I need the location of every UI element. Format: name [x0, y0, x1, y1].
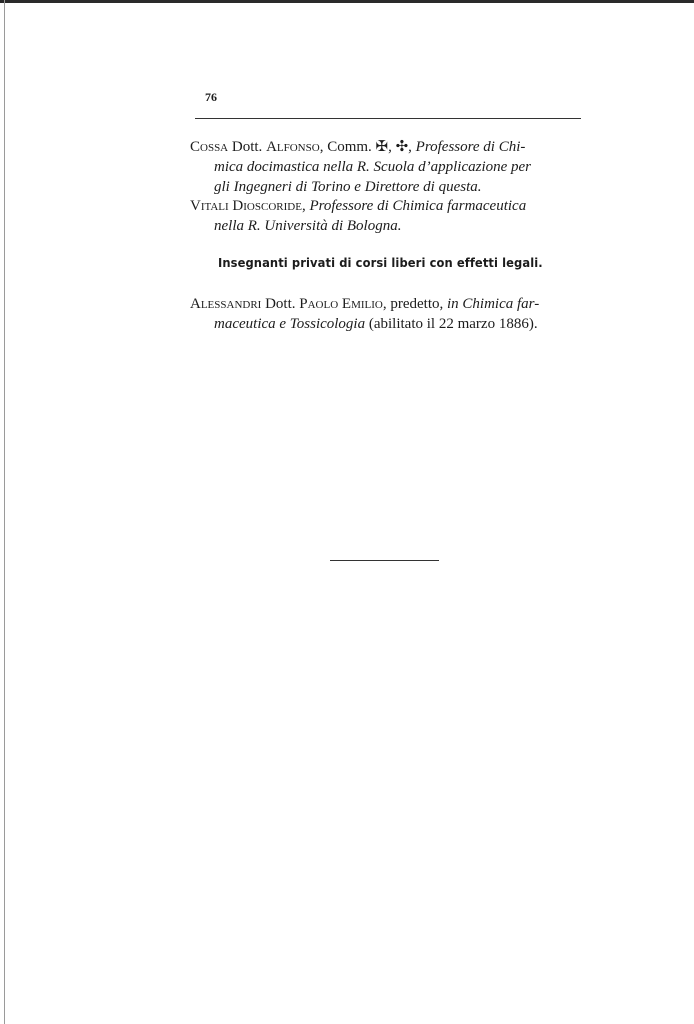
- header-rule: [195, 118, 581, 119]
- entry-line: [190, 157, 583, 177]
- text-run: , Comm. ✠, ✣,: [319, 139, 416, 155]
- entry-line: [190, 196, 583, 216]
- entry-alessandri: [190, 294, 583, 334]
- text-run: gli Ingegneri di Torino e Direttore di questa.: [214, 179, 482, 195]
- text-run: , predetto,: [382, 296, 447, 312]
- entry-line: [190, 314, 583, 334]
- page-top-edge: [0, 0, 694, 3]
- entry-line: [190, 177, 583, 197]
- entry-line: [190, 294, 583, 314]
- text-run: ,: [301, 198, 310, 214]
- text-run: mica docimastica nella R. Scuola d’applicazione per: [214, 159, 532, 175]
- entry-vitali: [190, 196, 583, 236]
- text-run: Vitali: [190, 198, 229, 214]
- end-rule: [330, 560, 439, 561]
- text-run: Paolo Emilio: [299, 296, 383, 312]
- text-run: Alessandri: [190, 296, 262, 312]
- text-run: Alfonso: [266, 139, 320, 155]
- text-run: Professore di Chi-: [415, 139, 526, 155]
- section-heading: Insegnanti privati di corsi liberi con effetti legali.: [218, 255, 543, 270]
- text-run: Dott.: [261, 296, 300, 312]
- text-run: maceutica e Tossicologia: [214, 316, 366, 332]
- entry-line: [190, 137, 583, 157]
- text-run: Professore di Chimica farmaceutica: [309, 198, 527, 214]
- page-number: 76: [205, 90, 217, 104]
- entry-cossa: [190, 137, 583, 197]
- text-run: nella R. Università di Bologna.: [214, 218, 402, 234]
- text-run: Dioscoride: [232, 198, 302, 214]
- text-run: Cossa: [190, 139, 229, 155]
- text-run: Dott.: [228, 139, 267, 155]
- text-run: in Chimica far-: [447, 296, 540, 312]
- page-left-edge: [4, 0, 5, 1024]
- entry-line: [190, 216, 583, 236]
- text-run: (abilitato il 22 marzo 1886).: [365, 316, 538, 332]
